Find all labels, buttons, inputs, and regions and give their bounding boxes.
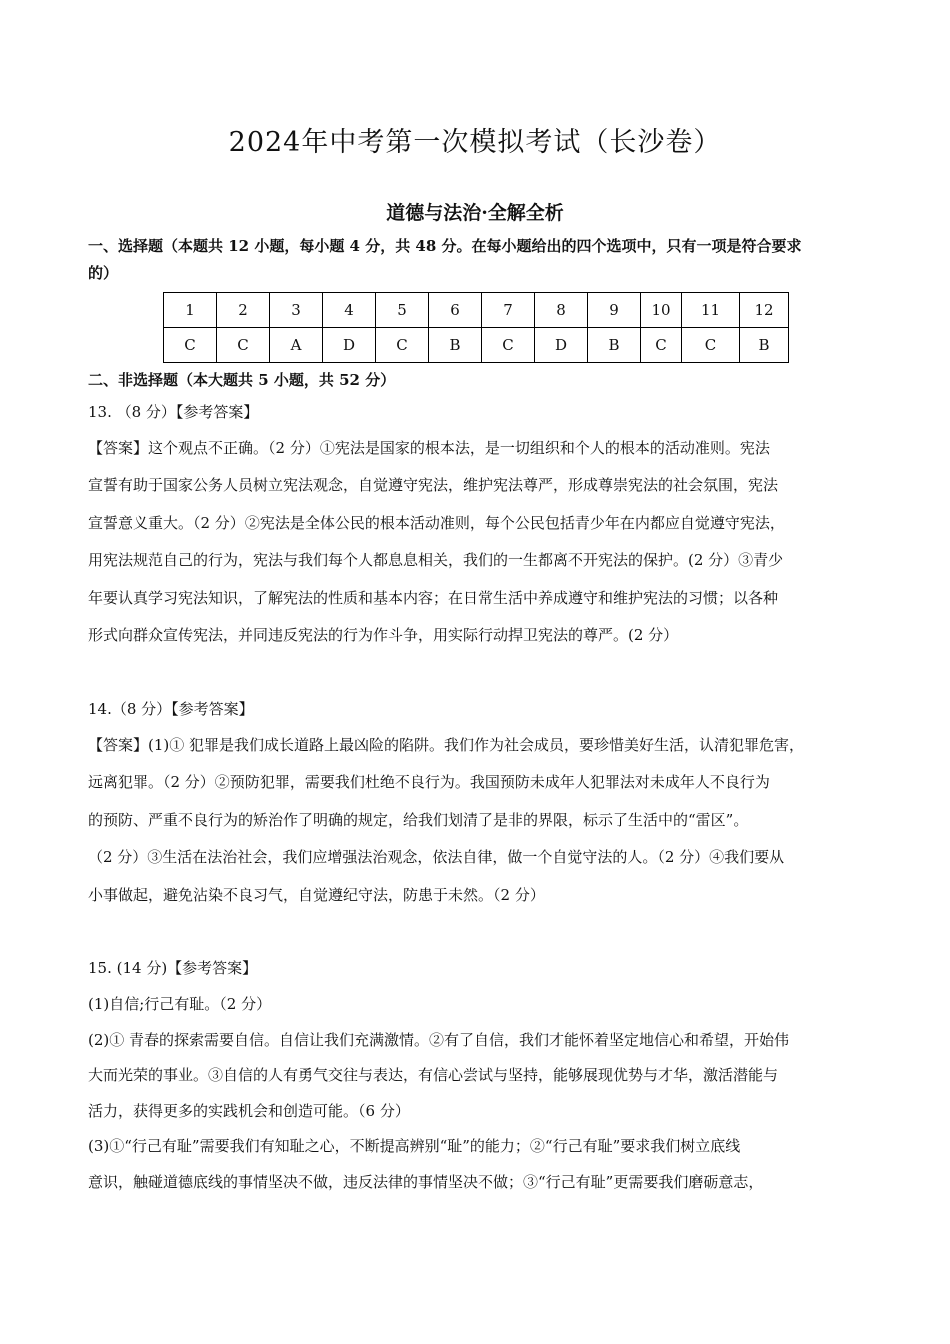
- q15-line: 活力，获得更多的实践机会和创造可能。（6 分）: [88, 1101, 410, 1120]
- answer-cell: C: [482, 328, 535, 363]
- q13-heading: 13. （8 分）【参考答案】: [88, 403, 259, 421]
- question-number-cell: 9: [588, 293, 641, 328]
- q14-heading: 14.（8 分）【参考答案】: [88, 700, 254, 718]
- q14-answer: [88, 727, 873, 914]
- question-number-cell: 10: [641, 293, 682, 328]
- question-number-cell: 2: [217, 293, 270, 328]
- q15-answer: [88, 987, 873, 1200]
- answer-cell: B: [588, 328, 641, 363]
- q14-line: 远离犯罪。（2 分）②预防犯罪，需要我们杜绝不良行为。我国预防未成年人犯罪法对未成年人不良行为: [88, 773, 770, 792]
- q13-line: 用宪法规范自己的行为，宪法与我们每个人都息息相关，我们的一生都离不开宪法的保护。(2 分）③青少: [88, 551, 784, 570]
- q15-line: (2)① 青春的探索需要自信。自信让我们充满激情。②有了自信，我们才能怀着坚定地信心和希望，开始伟: [88, 1030, 790, 1049]
- section1-heading: [88, 233, 878, 287]
- answer-table: [163, 292, 789, 363]
- question-number-cell: 11: [682, 293, 740, 328]
- section1-heading-line1: 一、选择题（本题共 12 小题，每小题 4 分，共 48 分。在每小题给出的四个选项中，只有一项是符合要求: [88, 237, 802, 255]
- q13-line: 形式向群众宣传宪法，并同违反宪法的行为作斗争，用实际行动捍卫宪法的尊严。(2 分）: [88, 626, 679, 645]
- question-number-cell: 7: [482, 293, 535, 328]
- answer-table-answer-row: [164, 328, 789, 363]
- q15-line: 意识，触碰道德底线的事情坚决不做，违反法律的事情坚决不做；③“行己有耻”更需要我们磨砺意志，: [88, 1172, 764, 1191]
- question-number-cell: 3: [270, 293, 323, 328]
- answer-cell: D: [535, 328, 588, 363]
- question-number-cell: 8: [535, 293, 588, 328]
- section2-heading: 二、非选择题（本大题共 5 小题，共 52 分）: [88, 371, 396, 389]
- answer-cell: C: [641, 328, 682, 363]
- answer-cell: C: [217, 328, 270, 363]
- question-number-cell: 4: [323, 293, 376, 328]
- question-number-cell: 1: [164, 293, 217, 328]
- q15-line: 大而光荣的事业。③自信的人有勇气交往与表达，有信心尝试与坚持，能够展现优势与才华，激活潜能与: [88, 1066, 779, 1084]
- answer-cell: C: [376, 328, 429, 363]
- question-number-cell: 12: [740, 293, 789, 328]
- answer-cell: D: [323, 328, 376, 363]
- q14-line: 【答案】(1)① 犯罪是我们成长道路上最凶险的陷阱。我们作为社会成员，要珍惜美好生活，认清犯罪危害，: [88, 736, 805, 754]
- q15-line: (1)自信;行己有耻。（2 分）: [88, 995, 272, 1013]
- q14-line: （2 分）③生活在法治社会，我们应增强法治观念，依法自律，做一个自觉守法的人。（2 分）④我们要从: [88, 848, 785, 867]
- answer-cell: B: [740, 328, 789, 363]
- q13-line: 宣誓意义重大。（2 分）②宪法是全体公民的根本活动准则，每个公民包括青少年在内都应自觉遵守宪法，: [88, 513, 785, 532]
- answer-table-number-row: [164, 293, 789, 328]
- q13-line: 宣誓有助于国家公务人员树立宪法观念，自觉遵守宪法，维护宪法尊严，形成尊崇宪法的社会氛围，宪法: [88, 476, 779, 495]
- q15-heading: 15. (14 分)【参考答案】: [88, 959, 258, 977]
- q13-line: 年要认真学习宪法知识，了解宪法的性质和基本内容；在日常生活中养成遵守和维护宪法的习惯；以各种: [88, 588, 779, 607]
- answer-cell: C: [682, 328, 740, 363]
- page-title: 2024年中考第一次模拟考试（长沙卷）: [228, 127, 722, 158]
- answer-cell: C: [164, 328, 217, 363]
- page-subtitle: 道德与法治·全解全析: [386, 202, 564, 224]
- question-number-cell: 6: [429, 293, 482, 328]
- q13-line: 【答案】这个观点不正确。（2 分）①宪法是国家的根本法，是一切组织和个人的根本的活动准则。宪法: [88, 439, 770, 457]
- answer-cell: A: [270, 328, 323, 363]
- answer-cell: B: [429, 328, 482, 363]
- q14-line: 的预防、严重不良行为的矫治作了明确的规定，给我们划清了是非的界限，标示了生活中的“雷区”。: [88, 810, 749, 829]
- section1-heading-line2: 的）: [88, 264, 119, 282]
- question-number-cell: 5: [376, 293, 429, 328]
- q15-line: (3)①“行己有耻”需要我们有知耻之心，不断提高辨别“耻”的能力；②“行己有耻”要求我们树立底线: [88, 1137, 741, 1155]
- q14-line: 小事做起，避免沾染不良习气，自觉遵纪守法，防患于未然。（2 分）: [88, 885, 545, 904]
- q13-answer: [88, 430, 873, 654]
